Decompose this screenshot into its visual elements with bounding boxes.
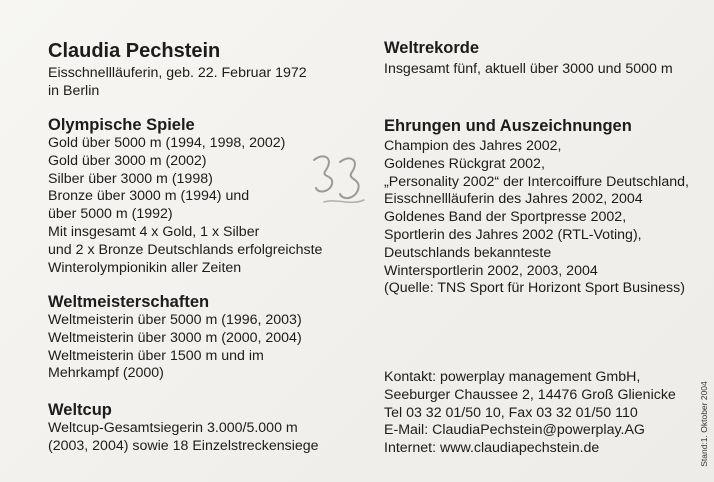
olympics-heading: Olympische Spiele <box>48 116 195 134</box>
contact-line: Tel 03 32 01/50 10, Fax 03 32 01/50 110 <box>384 404 638 421</box>
worldcup-line: Weltcup-Gesamtsiegerin 3.000/5.000 m <box>48 420 298 436</box>
records-heading: Weltrekorde <box>384 39 480 57</box>
olympics-line: über 5000 m (1992) <box>48 206 173 223</box>
olympics-line: Mit insgesamt 4 x Gold, 1 x Silber <box>48 223 260 240</box>
honors-line: Deutschlands bekannteste <box>384 244 552 261</box>
olympics-line: Bronze über 3000 m (1994) und <box>48 188 250 205</box>
contact-line: Kontakt: powerplay management GmbH, <box>384 369 641 385</box>
bio <box>48 65 307 101</box>
olympics-line: Gold über 3000 m (2002) <box>48 152 207 169</box>
worlds-line: Weltmeisterin über 1500 m und im <box>48 347 264 364</box>
contact-block <box>384 369 676 458</box>
honors-line: Goldenes Band der Sportpresse 2002, <box>384 209 627 226</box>
olympics-line: Silber über 3000 m (1998) <box>48 170 213 187</box>
olympics-section <box>48 115 322 277</box>
athlete-name: Claudia Pechstein <box>48 40 221 62</box>
olympics-line: Winterolympionikin aller Zeiten <box>48 259 242 276</box>
worlds-line: Mehrkampf (2000) <box>48 365 164 382</box>
records-line: Insgesamt fünf, aktuell über 3000 und 5000 m <box>384 61 673 77</box>
olympics-line: Gold über 5000 m (1994, 1998, 2002) <box>48 135 286 151</box>
worldcup-heading: Weltcup <box>48 401 112 419</box>
autograph-signature <box>304 148 374 218</box>
worldcup-section <box>48 400 319 456</box>
worlds-line: Weltmeisterin über 5000 m (1996, 2003) <box>48 312 302 328</box>
honors-line: „Personality 2002“ der Intercoiffure Deutschland, <box>384 173 689 190</box>
contact-line: Internet: www.claudiapechstein.de <box>384 440 600 457</box>
honors-heading: Ehrungen und Auszeichnungen <box>384 117 632 135</box>
bio-line: Eisschnellläuferin, geb. 22. Februar 1972 <box>48 65 307 81</box>
honors-line: Wintersportlerin 2002, 2003, 2004 <box>384 262 598 279</box>
honors-line: Eisschnellläuferin des Jahres 2002, 2004 <box>384 191 643 208</box>
honors-line: Goldenes Rückgrat 2002, <box>384 155 545 172</box>
date-stamp <box>698 376 710 472</box>
honors-line: (Quelle: TNS Sport für Horizont Sport Business) <box>384 280 685 297</box>
worlds-section <box>48 292 302 383</box>
honors-line: Champion des Jahres 2002, <box>384 138 562 154</box>
olympics-line: und 2 x Bronze Deutschlands erfolgreichste <box>48 241 323 258</box>
honors-section <box>384 116 689 298</box>
records-section <box>384 38 673 79</box>
worlds-line: Weltmeisterin über 3000 m (2000, 2004) <box>48 329 302 346</box>
bio-line: in Berlin <box>48 82 100 99</box>
contact-line: Seeburger Chaussee 2, 14476 Groß Glienicke <box>384 386 676 403</box>
date-stamp-text: Stand:1. Oktober 2004 <box>699 381 709 467</box>
worldcup-line: (2003, 2004) sowie 18 Einzelstreckensiege <box>48 437 319 454</box>
worlds-heading: Weltmeisterschaften <box>48 293 210 311</box>
honors-line: Sportlerin des Jahres 2002 (RTL-Voting), <box>384 226 642 243</box>
contact-line: E-Mail: ClaudiaPechstein@powerplay.AG <box>384 422 645 439</box>
